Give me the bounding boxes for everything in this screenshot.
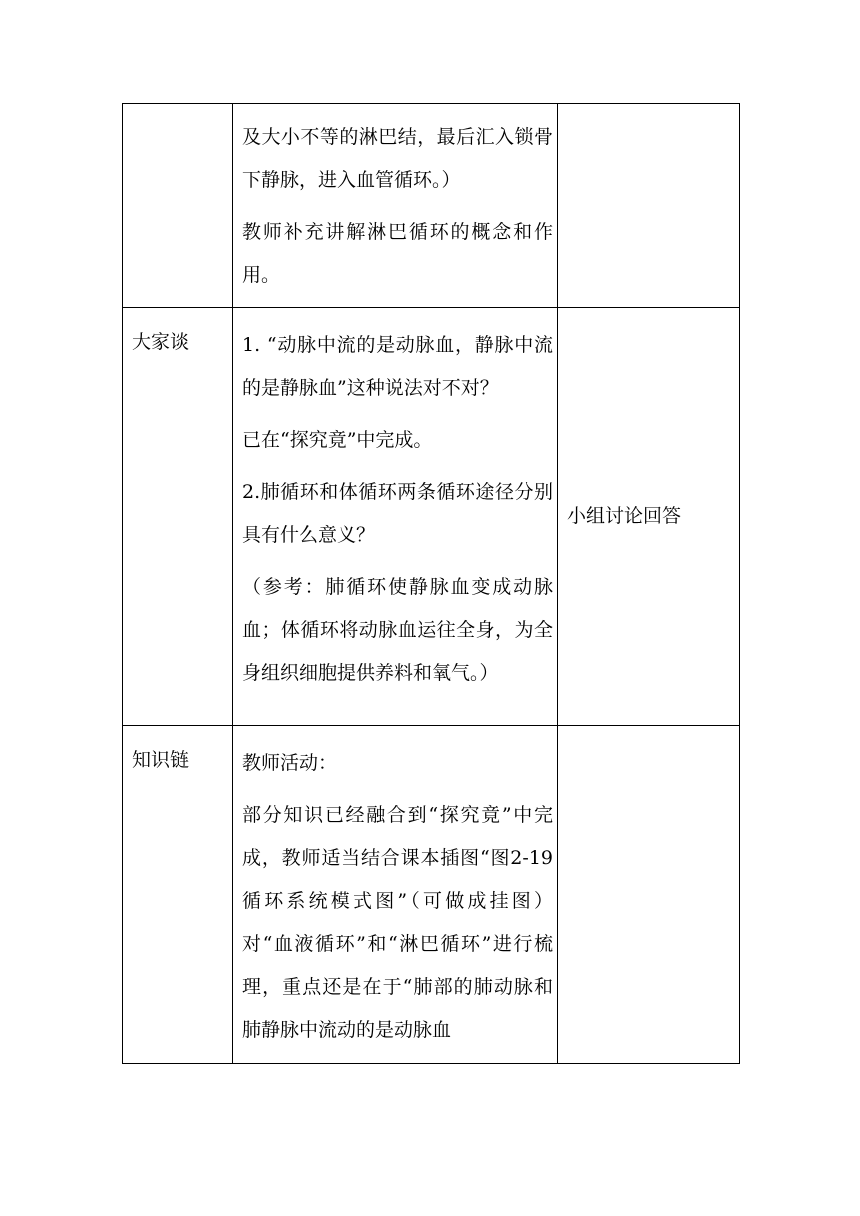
stage-cell: 大家谈 (123, 308, 233, 726)
content-paragraph: （参考：肺循环使静脉血变成动脉血；体循环将动脉血运往全身，为全身组织细胞提供养料和氧气。） (242, 576, 553, 684)
table-row (123, 726, 740, 1064)
content-paragraph: 1. “动脉中流的是动脉血，静脉中流的是静脉血”这种说法对不对？ (242, 334, 553, 399)
content-paragraph: 已在“探究竟”中完成。 (242, 429, 433, 451)
stage-cell (123, 104, 233, 308)
stage-cell: 知识链 (123, 726, 233, 1064)
content-paragraph: 部分知识已经融合到“探究竟”中完成，教师适当结合课本插图“图2-19 循环系统模式图”（可做成挂图）对“血液循环”和“淋巴循环”进行梳理，重点还是在于“肺部的肺动脉和肺静脉中流动的是动脉血 (242, 804, 553, 1041)
content-cell (233, 308, 558, 726)
content-paragraph: 教师活动： (242, 752, 338, 774)
content-cell (233, 726, 558, 1064)
table-row (123, 104, 740, 308)
content-paragraph: 2.肺循环和体循环两条循环途径分别具有什么意义？ (242, 481, 553, 546)
note-cell (558, 104, 740, 308)
content-paragraph: 及大小不等的淋巴结，最后汇入锁骨下静脉，进入血管循环。） (242, 126, 553, 191)
table-row (123, 308, 740, 726)
content-paragraph: 教师补充讲解淋巴循环的概念和作用。 (242, 221, 553, 286)
note-cell: 小组讨论回答 (558, 308, 740, 726)
note-cell (558, 726, 740, 1064)
content-cell (233, 104, 558, 308)
lesson-plan-table (122, 103, 740, 1064)
